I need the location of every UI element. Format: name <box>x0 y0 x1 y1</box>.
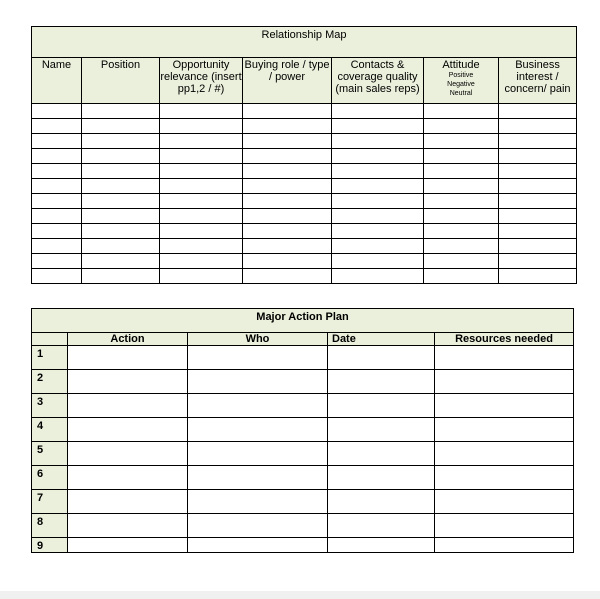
action-plan-cell[interactable] <box>435 490 574 514</box>
action-plan-row <box>32 394 574 418</box>
action-plan-cell[interactable] <box>435 418 574 442</box>
action-plan-row <box>32 418 574 442</box>
col-opportunity-header: Opportunity relevance (insert pp1,2 / #) <box>160 58 243 104</box>
relationship-map-cell[interactable] <box>499 149 577 164</box>
relationship-map-cell[interactable] <box>424 104 499 119</box>
relationship-map-cell[interactable] <box>243 269 332 284</box>
relationship-map-cell[interactable] <box>160 179 243 194</box>
relationship-map-cell[interactable] <box>499 104 577 119</box>
col-business-interest-header: Business interest / concern/ pain <box>499 58 577 104</box>
action-plan-cell[interactable] <box>435 442 574 466</box>
action-plan-row <box>32 538 574 553</box>
action-plan-cell[interactable] <box>328 514 435 538</box>
col-action-header: Action <box>68 333 188 346</box>
action-plan-cell[interactable] <box>68 466 188 490</box>
action-row-number: 2 <box>32 370 68 394</box>
relationship-map-cell[interactable] <box>424 224 499 239</box>
page-bottom-margin <box>0 591 600 599</box>
col-contacts-header: Contacts & coverage quality (main sales reps) <box>332 58 424 104</box>
relationship-map-cell[interactable] <box>332 254 424 269</box>
col-resources-header: Resources needed <box>435 333 574 346</box>
action-plan-cell[interactable] <box>435 466 574 490</box>
relationship-map-cell[interactable] <box>499 209 577 224</box>
relationship-map-cell[interactable] <box>160 104 243 119</box>
relationship-map-cell[interactable] <box>160 224 243 239</box>
relationship-map-cell[interactable] <box>332 134 424 149</box>
action-row-number: 8 <box>32 514 68 538</box>
relationship-map-cell[interactable] <box>499 194 577 209</box>
action-plan-cell[interactable] <box>328 442 435 466</box>
relationship-map-cell[interactable] <box>82 224 160 239</box>
col-attitude-header <box>424 58 499 104</box>
relationship-map-cell[interactable] <box>160 269 243 284</box>
action-plan-cell[interactable] <box>68 394 188 418</box>
attitude-option-neutral: Neutral <box>449 90 473 97</box>
relationship-map-cell[interactable] <box>424 134 499 149</box>
relationship-map-row <box>32 119 577 134</box>
relationship-map-cell[interactable] <box>332 164 424 179</box>
relationship-map-cell[interactable] <box>424 269 499 284</box>
action-plan-cell[interactable] <box>188 370 328 394</box>
action-plan-cell[interactable] <box>68 514 188 538</box>
action-plan-cell[interactable] <box>68 346 188 370</box>
action-plan-cell[interactable] <box>328 538 435 553</box>
action-plan-cell[interactable] <box>328 490 435 514</box>
action-plan-cell[interactable] <box>328 370 435 394</box>
action-plan-cell[interactable] <box>435 346 574 370</box>
relationship-map-row <box>32 179 577 194</box>
relationship-map-cell[interactable] <box>332 239 424 254</box>
relationship-map-cell[interactable] <box>160 119 243 134</box>
action-plan-row <box>32 370 574 394</box>
relationship-map-cell[interactable] <box>424 164 499 179</box>
action-row-number: 4 <box>32 418 68 442</box>
relationship-map-cell[interactable] <box>243 149 332 164</box>
action-plan-cell[interactable] <box>68 538 188 553</box>
relationship-map-cell[interactable] <box>160 209 243 224</box>
relationship-map-cell[interactable] <box>32 164 82 179</box>
relationship-map-cell[interactable] <box>499 224 577 239</box>
relationship-map-cell[interactable] <box>243 254 332 269</box>
relationship-map-cell[interactable] <box>499 119 577 134</box>
action-plan-cell[interactable] <box>68 370 188 394</box>
relationship-map-cell[interactable] <box>82 269 160 284</box>
action-plan-cell[interactable] <box>68 418 188 442</box>
relationship-map-cell[interactable] <box>499 269 577 284</box>
relationship-map-cell[interactable] <box>32 269 82 284</box>
action-plan-cell[interactable] <box>188 418 328 442</box>
action-plan-cell[interactable] <box>188 442 328 466</box>
relationship-map-body <box>32 104 577 284</box>
relationship-map-row <box>32 149 577 164</box>
relationship-map-cell[interactable] <box>160 254 243 269</box>
action-plan-cell[interactable] <box>328 466 435 490</box>
relationship-map-row <box>32 269 577 284</box>
relationship-map-row <box>32 164 577 179</box>
relationship-map-cell[interactable] <box>243 164 332 179</box>
action-plan-cell[interactable] <box>188 346 328 370</box>
relationship-map-cell[interactable] <box>332 209 424 224</box>
relationship-map-cell[interactable] <box>160 164 243 179</box>
relationship-map-cell[interactable] <box>424 239 499 254</box>
relationship-map-cell[interactable] <box>82 119 160 134</box>
action-plan-cell[interactable] <box>188 490 328 514</box>
col-buying-role-header: Buying role / type / power <box>243 58 332 104</box>
relationship-map-title: Relationship Map <box>32 27 577 58</box>
relationship-map-cell[interactable] <box>243 209 332 224</box>
action-plan-cell[interactable] <box>435 538 574 553</box>
action-plan-cell[interactable] <box>328 394 435 418</box>
relationship-map-cell[interactable] <box>332 149 424 164</box>
relationship-map-cell[interactable] <box>332 194 424 209</box>
relationship-map-row <box>32 134 577 149</box>
relationship-map-cell[interactable] <box>160 194 243 209</box>
relationship-map-cell[interactable] <box>82 149 160 164</box>
relationship-map-cell[interactable] <box>32 254 82 269</box>
relationship-map-row <box>32 104 577 119</box>
action-plan-table <box>31 308 574 553</box>
action-row-number: 5 <box>32 442 68 466</box>
relationship-map-cell[interactable] <box>82 164 160 179</box>
col-number-header <box>32 333 68 346</box>
relationship-map-cell[interactable] <box>499 164 577 179</box>
attitude-label: Attitude <box>442 59 480 71</box>
action-plan-row <box>32 442 574 466</box>
relationship-map-cell[interactable] <box>332 179 424 194</box>
action-plan-cell[interactable] <box>435 394 574 418</box>
relationship-map-cell[interactable] <box>499 254 577 269</box>
relationship-map-cell[interactable] <box>499 179 577 194</box>
relationship-map-row <box>32 209 577 224</box>
relationship-map-cell[interactable] <box>32 194 82 209</box>
relationship-map-cell[interactable] <box>32 134 82 149</box>
action-row-number: 1 <box>32 346 68 370</box>
action-plan-cell[interactable] <box>435 514 574 538</box>
action-plan-row <box>32 514 574 538</box>
action-plan-cell[interactable] <box>68 490 188 514</box>
relationship-map-cell[interactable] <box>32 119 82 134</box>
relationship-map-cell[interactable] <box>82 239 160 254</box>
relationship-map-cell[interactable] <box>424 254 499 269</box>
relationship-map-cell[interactable] <box>32 149 82 164</box>
attitude-option-positive: Positive <box>448 72 474 79</box>
attitude-option-negative: Negative <box>447 81 475 88</box>
relationship-map-row <box>32 224 577 239</box>
relationship-map-cell[interactable] <box>332 269 424 284</box>
action-plan-row <box>32 466 574 490</box>
relationship-map-cell[interactable] <box>160 134 243 149</box>
action-plan-title: Major Action Plan <box>32 309 574 333</box>
relationship-map-cell[interactable] <box>243 134 332 149</box>
action-row-number: 9 <box>32 538 68 553</box>
relationship-map-cell[interactable] <box>424 149 499 164</box>
action-plan-body <box>32 346 574 553</box>
relationship-map-cell[interactable] <box>82 254 160 269</box>
relationship-map-cell[interactable] <box>160 239 243 254</box>
relationship-map-cell[interactable] <box>243 239 332 254</box>
action-plan-cell[interactable] <box>188 514 328 538</box>
relationship-map-cell[interactable] <box>243 194 332 209</box>
action-plan-row <box>32 490 574 514</box>
action-plan-cell[interactable] <box>188 394 328 418</box>
relationship-map-row <box>32 239 577 254</box>
action-plan-row <box>32 346 574 370</box>
relationship-map-cell[interactable] <box>32 224 82 239</box>
relationship-map-cell[interactable] <box>160 149 243 164</box>
relationship-map-cell[interactable] <box>243 179 332 194</box>
relationship-map-cell[interactable] <box>499 134 577 149</box>
relationship-map-cell[interactable] <box>424 179 499 194</box>
action-row-number: 7 <box>32 490 68 514</box>
action-plan-cell[interactable] <box>435 370 574 394</box>
relationship-map-cell[interactable] <box>82 209 160 224</box>
col-position-header: Position <box>82 58 160 104</box>
col-name-header: Name <box>32 58 82 104</box>
action-row-number: 3 <box>32 394 68 418</box>
relationship-map-cell[interactable] <box>424 194 499 209</box>
action-plan-cell[interactable] <box>328 418 435 442</box>
relationship-map-cell[interactable] <box>424 119 499 134</box>
col-date-header: Date <box>328 333 435 346</box>
action-plan-cell[interactable] <box>328 346 435 370</box>
relationship-map-cell[interactable] <box>32 209 82 224</box>
relationship-map-cell[interactable] <box>32 179 82 194</box>
relationship-map-cell[interactable] <box>82 179 160 194</box>
relationship-map-table <box>31 26 577 284</box>
relationship-map-cell[interactable] <box>332 119 424 134</box>
relationship-map-cell[interactable] <box>243 119 332 134</box>
action-plan-cell[interactable] <box>188 466 328 490</box>
relationship-map-cell[interactable] <box>32 104 82 119</box>
relationship-map-cell[interactable] <box>332 104 424 119</box>
col-who-header: Who <box>188 333 328 346</box>
relationship-map-cell[interactable] <box>424 209 499 224</box>
action-plan-cell[interactable] <box>188 538 328 553</box>
relationship-map-cell[interactable] <box>332 224 424 239</box>
action-row-number: 6 <box>32 466 68 490</box>
relationship-map-row <box>32 194 577 209</box>
relationship-map-cell[interactable] <box>82 134 160 149</box>
relationship-map-cell[interactable] <box>32 239 82 254</box>
relationship-map-cell[interactable] <box>82 104 160 119</box>
action-plan-cell[interactable] <box>68 442 188 466</box>
relationship-map-cell[interactable] <box>243 104 332 119</box>
relationship-map-cell[interactable] <box>499 239 577 254</box>
relationship-map-row <box>32 254 577 269</box>
relationship-map-cell[interactable] <box>243 224 332 239</box>
relationship-map-cell[interactable] <box>82 194 160 209</box>
